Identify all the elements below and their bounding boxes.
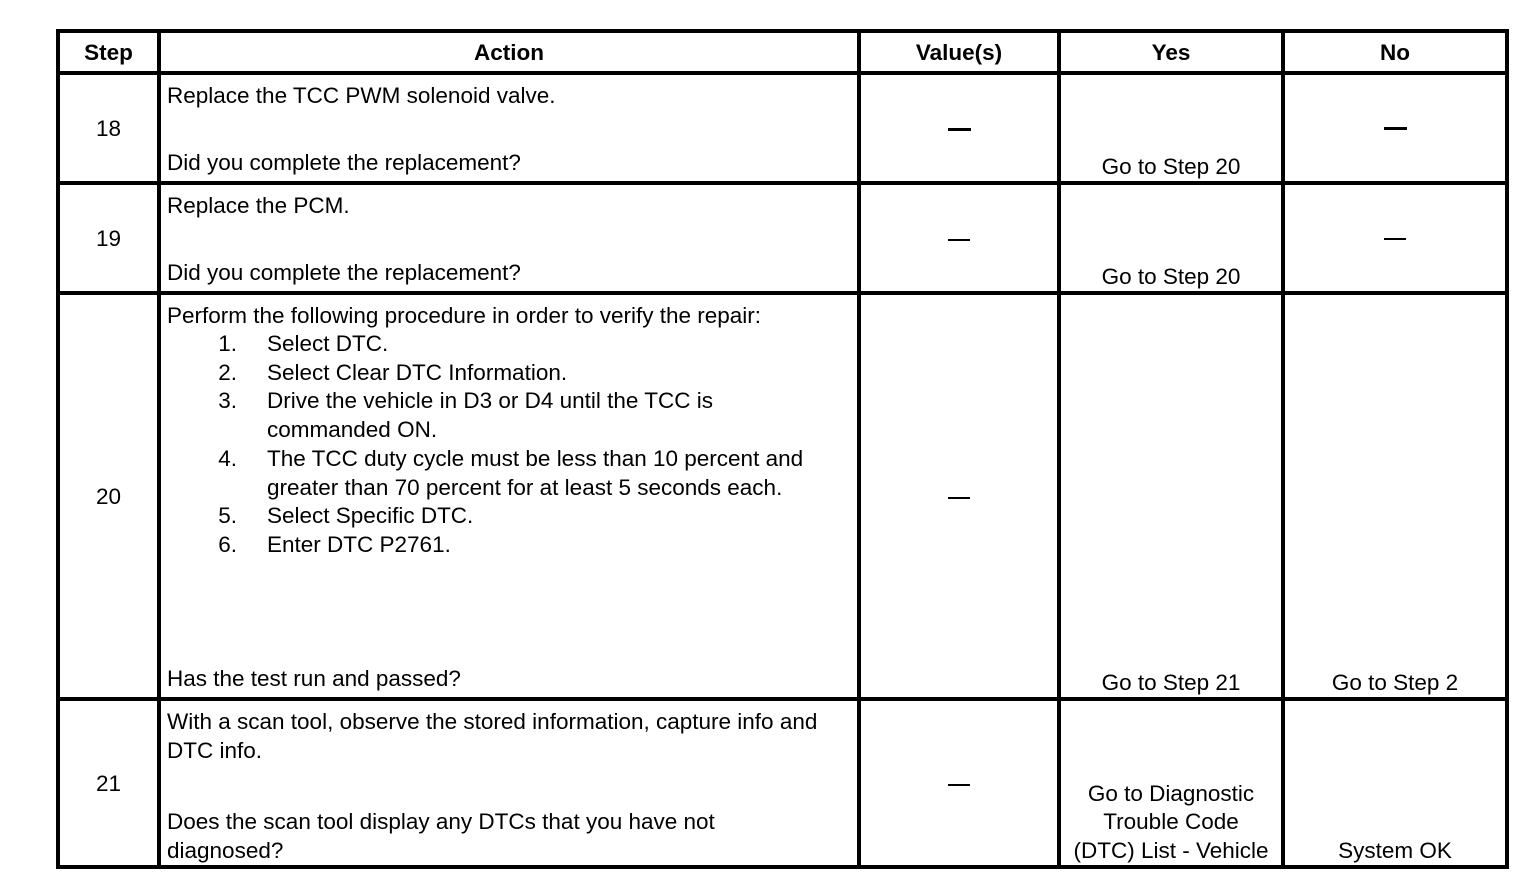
procedure-item: 5. Select Specific DTC.	[218, 503, 474, 529]
action-intro: Replace the PCM.	[167, 193, 350, 218]
action-intro: With a scan tool, observe the stored information, capture info and DTC info.	[167, 709, 818, 763]
action-cell	[159, 699, 859, 867]
table-row	[58, 73, 1507, 183]
action-question: Did you complete the replacement?	[167, 150, 521, 175]
yes-cell: Go to Step 20	[1059, 183, 1283, 293]
header-row	[58, 31, 1507, 73]
yes-cell: Go to Diagnostic Trouble Code (DTC) List - Vehicle	[1059, 699, 1283, 867]
yes-cell: Go to Step 20	[1059, 73, 1283, 183]
step-number: 18	[58, 73, 159, 183]
values-cell	[859, 699, 1059, 867]
values-cell	[859, 293, 1059, 699]
action-question: Does the scan tool display any DTCs that you have not diagnosed?	[167, 809, 715, 863]
procedure-item: 6. Enter DTC P2761.	[218, 531, 451, 557]
em-dash	[1384, 127, 1407, 130]
procedure-item: 4. The TCC duty cycle must be less than 10 percent and greater than 70 percent for at least 5 seconds each.	[218, 445, 804, 500]
action-intro: Replace the TCC PWM solenoid valve.	[167, 83, 556, 108]
header-yes: Yes	[1059, 31, 1283, 73]
action-intro: Perform the following procedure in order to verify the repair:	[167, 303, 762, 328]
em-dash	[948, 239, 970, 241]
em-dash	[948, 497, 970, 499]
procedure-list	[167, 330, 851, 560]
action-question: Has the test run and passed?	[167, 666, 461, 691]
em-dash	[948, 128, 971, 131]
header-action: Action	[159, 31, 859, 73]
procedure-item: 1. Select DTC.	[218, 331, 389, 356]
em-dash	[948, 784, 970, 786]
no-cell	[1283, 73, 1507, 183]
action-cell	[159, 183, 859, 293]
step-number: 19	[58, 183, 159, 293]
step-number: 20	[58, 293, 159, 699]
values-cell	[859, 183, 1059, 293]
action-cell	[159, 293, 859, 699]
no-cell: System OK	[1283, 699, 1507, 867]
step-number: 21	[58, 699, 159, 867]
em-dash	[1384, 238, 1406, 240]
action-cell	[159, 73, 859, 183]
values-cell	[859, 73, 1059, 183]
yes-cell: Go to Step 21	[1059, 293, 1283, 699]
table-row	[58, 293, 1507, 699]
procedure-item: 3. Drive the vehicle in D3 or D4 until the TCC is commanded ON.	[218, 388, 714, 443]
table-row	[58, 699, 1507, 867]
action-question: Did you complete the replacement?	[167, 260, 521, 285]
header-no: No	[1283, 31, 1507, 73]
diagnostic-table	[56, 29, 1509, 869]
no-cell	[1283, 183, 1507, 293]
header-values: Value(s)	[859, 31, 1059, 73]
header-step: Step	[58, 31, 159, 73]
table-row	[58, 183, 1507, 293]
procedure-item: 2. Select Clear DTC Information.	[218, 359, 568, 385]
no-cell: Go to Step 2	[1283, 293, 1507, 699]
